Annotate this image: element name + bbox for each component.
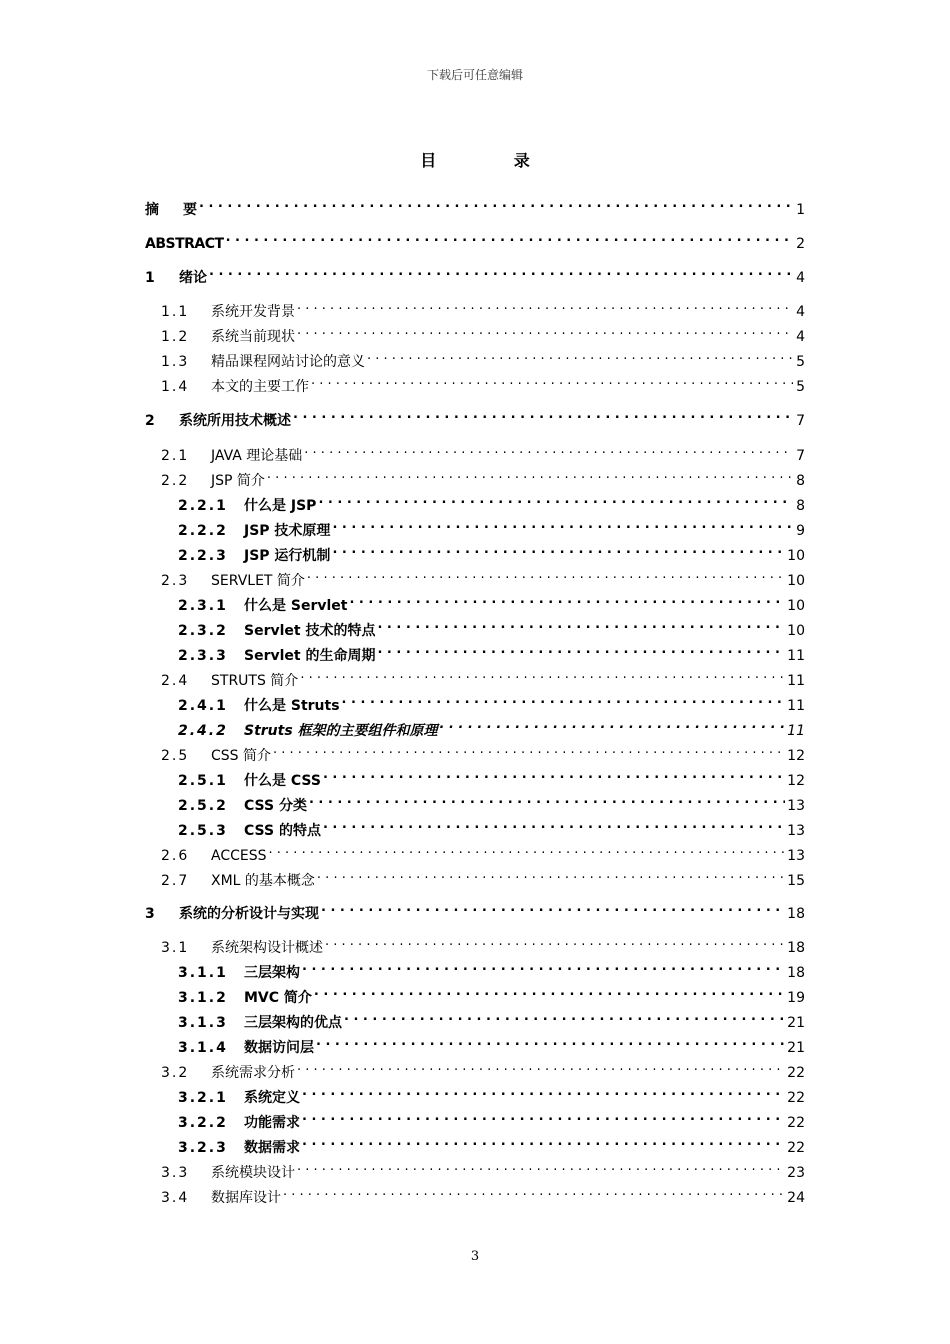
toc-entry-number: 2.3.1 bbox=[178, 598, 228, 614]
toc-entry-number: 3.1 bbox=[161, 940, 190, 956]
toc-leader-dots bbox=[314, 984, 785, 1002]
toc-entry-number: 2.2.1 bbox=[178, 498, 228, 514]
toc-entry-label: 功能需求 bbox=[244, 1115, 300, 1131]
toc-entry-number: 1.2 bbox=[161, 329, 190, 345]
toc-entry-label: 系统的分析设计与实现 bbox=[179, 906, 319, 922]
toc-entry-number: 3.4 bbox=[161, 1190, 190, 1206]
toc-entry[interactable] bbox=[161, 842, 805, 864]
toc-entry-page: 21 bbox=[787, 1015, 805, 1031]
toc-leader-dots bbox=[300, 667, 785, 685]
toc-leader-dots bbox=[332, 517, 793, 535]
toc-entry-page: 11 bbox=[787, 723, 805, 739]
toc-entry[interactable] bbox=[178, 959, 805, 981]
toc-entry-label: 什么是 JSP bbox=[244, 498, 317, 514]
toc-leader-dots bbox=[267, 467, 793, 485]
toc-entry-number: 2.5 bbox=[161, 748, 190, 764]
toc-entry-page: 18 bbox=[787, 940, 805, 956]
toc-entry-number: 3 bbox=[145, 906, 155, 922]
toc-entry-page: 22 bbox=[787, 1090, 805, 1106]
toc-entry-page: 12 bbox=[787, 773, 805, 789]
toc-entry-number: 2.3.2 bbox=[178, 623, 228, 639]
toc-entry[interactable] bbox=[178, 542, 805, 564]
toc-leader-dots bbox=[318, 492, 793, 510]
toc-leader-dots bbox=[311, 373, 793, 391]
toc-leader-dots bbox=[199, 196, 793, 214]
toc-entry-label: JAVA 理论基础 bbox=[211, 448, 303, 464]
toc-leader-dots bbox=[302, 959, 785, 977]
toc-leader-dots bbox=[349, 592, 785, 610]
toc-entry[interactable] bbox=[178, 617, 805, 639]
toc-entry-number: 1 bbox=[145, 270, 155, 286]
toc-entry-number: 3.2 bbox=[161, 1065, 190, 1081]
toc-entry-number: 3.1.1 bbox=[178, 965, 228, 981]
toc-entry-label: MVC 简介 bbox=[244, 990, 312, 1006]
toc-entry-number: 2.3.3 bbox=[178, 648, 228, 664]
toc-leader-dots bbox=[302, 1134, 785, 1152]
toc-entry-number: 2.5.1 bbox=[178, 773, 228, 789]
toc-entry[interactable] bbox=[161, 442, 805, 464]
toc-entry-page: 8 bbox=[796, 473, 805, 489]
toc-entry-page: 10 bbox=[787, 573, 805, 589]
toc-entry-page: 18 bbox=[787, 965, 805, 981]
toc-entry-page: 11 bbox=[787, 648, 805, 664]
toc-entry-page: 22 bbox=[787, 1140, 805, 1156]
toc-entry[interactable] bbox=[178, 1009, 805, 1031]
toc-entry-label: 精品课程网站讨论的意义 bbox=[211, 354, 365, 370]
toc-entry-label: 什么是 Struts bbox=[244, 698, 340, 714]
toc-entry-page: 5 bbox=[796, 379, 805, 395]
toc-entry-page: 9 bbox=[796, 523, 805, 539]
toc-entry-label: 系统开发背景 bbox=[211, 304, 295, 320]
toc-entry[interactable] bbox=[178, 1034, 805, 1056]
toc-entry-number: 2.2.2 bbox=[178, 523, 228, 539]
toc-entry-label: 什么是 CSS bbox=[244, 773, 321, 789]
toc-entry[interactable] bbox=[178, 817, 805, 839]
toc-leader-dots bbox=[297, 1059, 785, 1077]
toc-leader-dots bbox=[283, 1184, 785, 1202]
toc-leader-dots bbox=[297, 1159, 785, 1177]
toc-entry-label: 数据库设计 bbox=[211, 1190, 281, 1206]
toc-entry[interactable] bbox=[178, 984, 805, 1006]
toc-entry[interactable] bbox=[161, 1059, 805, 1081]
toc-entry-label: JSP 简介 bbox=[211, 473, 265, 489]
toc-entry-page: 11 bbox=[787, 673, 805, 689]
toc-entry-label: CSS 分类 bbox=[244, 798, 307, 814]
toc-leader-dots bbox=[302, 1084, 785, 1102]
toc-leader-dots bbox=[297, 323, 793, 341]
toc-entry[interactable] bbox=[161, 1184, 805, 1206]
toc-leader-dots bbox=[226, 230, 793, 248]
toc-leader-dots bbox=[377, 617, 785, 635]
toc-entry-number: 3.2.1 bbox=[178, 1090, 228, 1106]
toc-entry-label: Struts 框架的主要组件和原理 bbox=[244, 723, 438, 739]
toc-entry-page: 18 bbox=[787, 906, 805, 922]
toc-entry-number: 1.3 bbox=[161, 354, 190, 370]
toc-entry-page: 23 bbox=[787, 1165, 805, 1181]
toc-leader-dots bbox=[342, 692, 786, 710]
toc-title: 目 录 bbox=[420, 151, 566, 170]
toc-entry[interactable] bbox=[161, 298, 805, 320]
toc-leader-dots bbox=[321, 900, 785, 918]
toc-entry-label: JSP 运行机制 bbox=[244, 548, 331, 564]
toc-entry-label: 数据需求 bbox=[244, 1140, 300, 1156]
toc-leader-dots bbox=[367, 348, 793, 366]
toc-entry[interactable] bbox=[161, 867, 805, 889]
toc-entry-label: CSS 的特点 bbox=[244, 823, 321, 839]
toc-entry-page: 13 bbox=[787, 848, 805, 864]
toc-entry-page: 13 bbox=[787, 823, 805, 839]
toc-leader-dots bbox=[377, 642, 785, 660]
toc-entry-number: 2.5.2 bbox=[178, 798, 228, 814]
toc-leader-dots bbox=[304, 442, 793, 460]
page-number: 3 bbox=[470, 1249, 480, 1264]
toc-entry-page: 24 bbox=[787, 1190, 805, 1206]
toc-entry-label: XML 的基本概念 bbox=[211, 873, 315, 889]
toc-entry-label: JSP 技术原理 bbox=[244, 523, 331, 539]
toc-entry-page: 8 bbox=[796, 498, 805, 514]
toc-entry-page: 4 bbox=[796, 329, 805, 345]
toc-entry-page: 22 bbox=[787, 1065, 805, 1081]
toc-entry[interactable] bbox=[161, 467, 805, 489]
toc-entry-number: 2.4.2 bbox=[178, 723, 228, 739]
toc-entry-number: 3.2.3 bbox=[178, 1140, 228, 1156]
toc-entry[interactable] bbox=[178, 792, 805, 814]
toc-leader-dots bbox=[325, 934, 785, 952]
toc-entry-label: 要 bbox=[183, 202, 197, 218]
toc-entry-label: 系统所用技术概述 bbox=[179, 413, 291, 429]
header-note: 下载后可任意编辑 bbox=[426, 68, 523, 82]
toc-entry-number: 2.6 bbox=[161, 848, 190, 864]
toc-entry-page: 2 bbox=[796, 236, 805, 252]
toc-entry[interactable] bbox=[178, 692, 805, 714]
toc-entry[interactable] bbox=[145, 900, 805, 922]
toc-leader-dots bbox=[344, 1009, 785, 1027]
toc-entry[interactable] bbox=[178, 1134, 805, 1156]
toc-entry[interactable] bbox=[161, 1159, 805, 1181]
toc-entry-label: ABSTRACT bbox=[145, 236, 224, 252]
toc-entry-number: 3.2.2 bbox=[178, 1115, 228, 1131]
toc-entry-page: 4 bbox=[796, 304, 805, 320]
toc-leader-dots bbox=[332, 542, 785, 560]
toc-leader-dots bbox=[323, 767, 785, 785]
toc-entry[interactable] bbox=[161, 348, 805, 370]
toc-entry-number: 2.2.3 bbox=[178, 548, 228, 564]
toc-entry-number: 2.5.3 bbox=[178, 823, 228, 839]
toc-entry-number: 1.1 bbox=[161, 304, 190, 320]
toc-leader-dots bbox=[293, 407, 793, 425]
toc-leader-dots bbox=[323, 817, 785, 835]
toc-entry-label: SERVLET 简介 bbox=[211, 573, 305, 589]
toc-entry-label: 系统定义 bbox=[244, 1090, 300, 1106]
toc-entry-page: 10 bbox=[787, 598, 805, 614]
toc-entry[interactable] bbox=[178, 517, 805, 539]
toc-leader-dots bbox=[317, 867, 785, 885]
toc-entry-page: 5 bbox=[796, 354, 805, 370]
toc-entry-page: 11 bbox=[787, 698, 805, 714]
toc-leader-dots bbox=[273, 742, 785, 760]
toc-leader-dots bbox=[297, 298, 793, 316]
toc-entry-label: 系统架构设计概述 bbox=[211, 940, 323, 956]
toc-leader-dots bbox=[302, 1109, 785, 1127]
toc-entry-number: 1.4 bbox=[161, 379, 190, 395]
toc-entry-number: 3.1.4 bbox=[178, 1040, 228, 1056]
toc-entry-number: 2.3 bbox=[161, 573, 190, 589]
toc-entry-label: 数据访问层 bbox=[244, 1040, 314, 1056]
toc-entry[interactable] bbox=[145, 407, 805, 429]
toc-entry-label: Servlet 技术的特点 bbox=[244, 623, 376, 639]
toc-entry-page: 12 bbox=[787, 748, 805, 764]
toc-entry[interactable] bbox=[161, 934, 805, 956]
toc-entry-page: 1 bbox=[796, 202, 805, 218]
toc-entry-page: 7 bbox=[796, 448, 805, 464]
toc-entry[interactable] bbox=[178, 492, 805, 514]
toc-entry-label: 系统需求分析 bbox=[211, 1065, 295, 1081]
toc-entry-page: 7 bbox=[796, 413, 805, 429]
toc-entry[interactable] bbox=[178, 592, 805, 614]
toc-entry-label: STRUTS 简介 bbox=[211, 673, 299, 689]
toc-entry-label: 系统当前现状 bbox=[211, 329, 295, 345]
toc-entry-number: 2 bbox=[145, 413, 155, 429]
toc-entry-page: 19 bbox=[787, 990, 805, 1006]
toc-entry[interactable] bbox=[145, 230, 805, 252]
toc-leader-dots bbox=[307, 567, 785, 585]
toc-entry[interactable] bbox=[161, 323, 805, 345]
toc-entry-number: 2.7 bbox=[161, 873, 190, 889]
toc-entry-page: 13 bbox=[787, 798, 805, 814]
toc-entry-page: 21 bbox=[787, 1040, 805, 1056]
toc-entry-label: ACCESS bbox=[211, 848, 267, 864]
toc-entry-number: 2.1 bbox=[161, 448, 190, 464]
toc-entry-number: 2.4.1 bbox=[178, 698, 228, 714]
toc-entry-number: 2.2 bbox=[161, 473, 190, 489]
toc-leader-dots bbox=[440, 717, 786, 735]
toc-entry[interactable] bbox=[178, 1109, 805, 1131]
toc-entry-label: 系统模块设计 bbox=[211, 1165, 295, 1181]
toc-leader-dots bbox=[309, 792, 785, 810]
toc-entry-page: 15 bbox=[787, 873, 805, 889]
toc-leader-dots bbox=[269, 842, 786, 860]
toc-entry-number: 3.3 bbox=[161, 1165, 190, 1181]
toc-entry[interactable] bbox=[161, 667, 805, 689]
toc-entry[interactable] bbox=[145, 264, 805, 286]
toc-leader-dots bbox=[209, 264, 793, 282]
toc-entry-page: 4 bbox=[796, 270, 805, 286]
toc-entry[interactable] bbox=[161, 373, 805, 395]
toc-entry[interactable] bbox=[178, 767, 805, 789]
toc-entry-label: 绪论 bbox=[179, 270, 207, 286]
toc-entry[interactable] bbox=[178, 1084, 805, 1106]
toc-entry-label: 什么是 Servlet bbox=[244, 598, 348, 614]
toc-entry-label: Servlet 的生命周期 bbox=[244, 648, 376, 664]
toc-entry-page: 10 bbox=[787, 623, 805, 639]
toc-entry-number: 3.1.2 bbox=[178, 990, 228, 1006]
toc-entry-number: 3.1.3 bbox=[178, 1015, 228, 1031]
toc-entry[interactable] bbox=[145, 196, 805, 218]
toc-entry-label: 三层架构 bbox=[244, 965, 300, 981]
toc-entry-label: 本文的主要工作 bbox=[211, 379, 309, 395]
toc-entry-number: 摘 bbox=[145, 202, 159, 218]
toc-entry[interactable] bbox=[178, 717, 805, 739]
toc-entry-page: 10 bbox=[787, 548, 805, 564]
toc-entry-page: 22 bbox=[787, 1115, 805, 1131]
toc-entry[interactable] bbox=[161, 742, 805, 764]
toc-entry[interactable] bbox=[178, 642, 805, 664]
toc-entry-label: CSS 简介 bbox=[211, 748, 271, 764]
toc-leader-dots bbox=[316, 1034, 785, 1052]
toc-entry[interactable] bbox=[161, 567, 805, 589]
toc-entry-label: 三层架构的优点 bbox=[244, 1015, 342, 1031]
toc-entry-number: 2.4 bbox=[161, 673, 190, 689]
